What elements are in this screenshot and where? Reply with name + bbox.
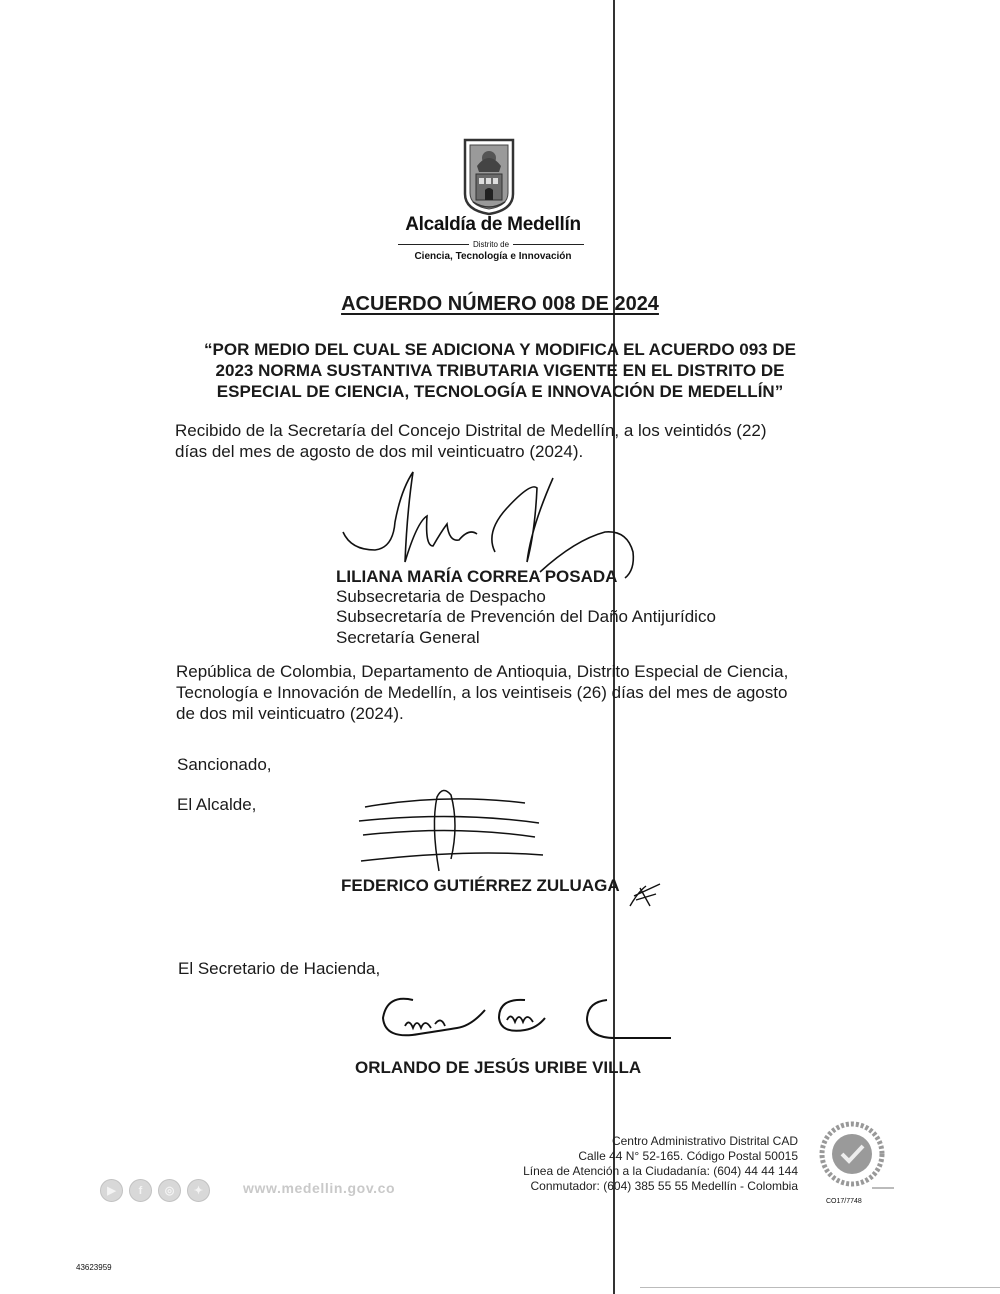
sancionado-label: Sancionado, bbox=[177, 755, 272, 774]
medellin-coat-of-arms-icon bbox=[461, 136, 517, 216]
scan-fold-line bbox=[613, 0, 615, 1294]
alcalde-label: El Alcalde, bbox=[177, 795, 257, 814]
document-subject bbox=[150, 339, 850, 402]
subject-line: ESPECIAL DE CIENCIA, TECNOLOGÍA E INNOVACIÓN DE MEDELLÍN” bbox=[216, 382, 784, 401]
address-line: Calle 44 N° 52-165. Código Postal 50015 bbox=[578, 1149, 798, 1163]
address-line: Conmutador: (604) 385 55 55 Medellín - Colombia bbox=[530, 1179, 798, 1193]
instagram-icon[interactable]: ◎ bbox=[158, 1179, 181, 1202]
divider bbox=[513, 244, 584, 245]
org-name: Alcaldía de Medellín bbox=[405, 214, 581, 235]
org-subtitle: Distrito de bbox=[473, 239, 510, 249]
signer-role: Secretaría General bbox=[336, 628, 480, 647]
paragraph-line: República de Colombia, Departamento de Antioquia, Distrito Especial de Ciencia, bbox=[176, 662, 789, 681]
divider bbox=[398, 244, 469, 245]
signer-name-liliana: LILIANA MARÍA CORREA POSADA bbox=[336, 567, 618, 586]
website-link[interactable]: www.medellin.gov.co bbox=[243, 1180, 396, 1196]
paragraph-line: días del mes de agosto de dos mil veinticuatro (2024). bbox=[175, 442, 584, 461]
org-subtitle-row bbox=[398, 238, 584, 250]
scan-edge-line bbox=[640, 1287, 1000, 1288]
signer-name-federico: FEDERICO GUTIÉRREZ ZULUAGA bbox=[341, 876, 620, 895]
paragraph-line: Tecnología e Innovación de Medellín, a los veintiseis (26) días del mes de agosto bbox=[176, 683, 788, 702]
subject-line: “POR MEDIO DEL CUAL SE ADICIONA Y MODIFICA EL ACUERDO 093 DE bbox=[204, 340, 796, 359]
youtube-icon[interactable]: ▶ bbox=[100, 1179, 123, 1202]
secretario-label: El Secretario de Hacienda, bbox=[178, 959, 381, 978]
address-line: Línea de Atención a la Ciudadanía: (604) 44 44 144 bbox=[523, 1164, 798, 1178]
sgs-certification-icon bbox=[818, 1118, 898, 1198]
paragraph-line: de dos mil veinticuatro (2024). bbox=[176, 704, 404, 723]
paragraph-line: Recibido de la Secretaría del Concejo Distrital de Medellín, a los veintidós (22) bbox=[175, 421, 767, 440]
footer-address bbox=[523, 1134, 798, 1194]
twitter-icon[interactable]: ✦ bbox=[187, 1179, 210, 1202]
signer-role: Subsecretaría de Prevención del Daño Antijurídico bbox=[336, 607, 716, 626]
certification-code: CO17/7748 bbox=[826, 1198, 862, 1205]
signer-name-orlando: ORLANDO DE JESÚS URIBE VILLA bbox=[355, 1058, 642, 1077]
facebook-icon[interactable]: f bbox=[129, 1179, 152, 1202]
subject-line: 2023 NORMA SUSTANTIVA TRIBUTARIA VIGENTE EN EL DISTRITO DE bbox=[215, 361, 785, 380]
signer-role: Subsecretaria de Despacho bbox=[336, 587, 546, 606]
address-line: Centro Administrativo Distrital CAD bbox=[611, 1134, 798, 1148]
org-tagline: Ciencia, Tecnología e Innovación bbox=[414, 251, 572, 262]
document-number: 43623959 bbox=[76, 1263, 112, 1272]
social-links bbox=[100, 1179, 210, 1202]
document-title: ACUERDO NÚMERO 008 DE 2024 bbox=[341, 293, 659, 315]
initials-mark bbox=[628, 876, 664, 910]
republic-paragraph bbox=[176, 661, 846, 724]
received-paragraph bbox=[175, 420, 845, 462]
signature-orlando-uribe bbox=[375, 988, 675, 1050]
signature-federico-gutierrez bbox=[355, 785, 555, 875]
